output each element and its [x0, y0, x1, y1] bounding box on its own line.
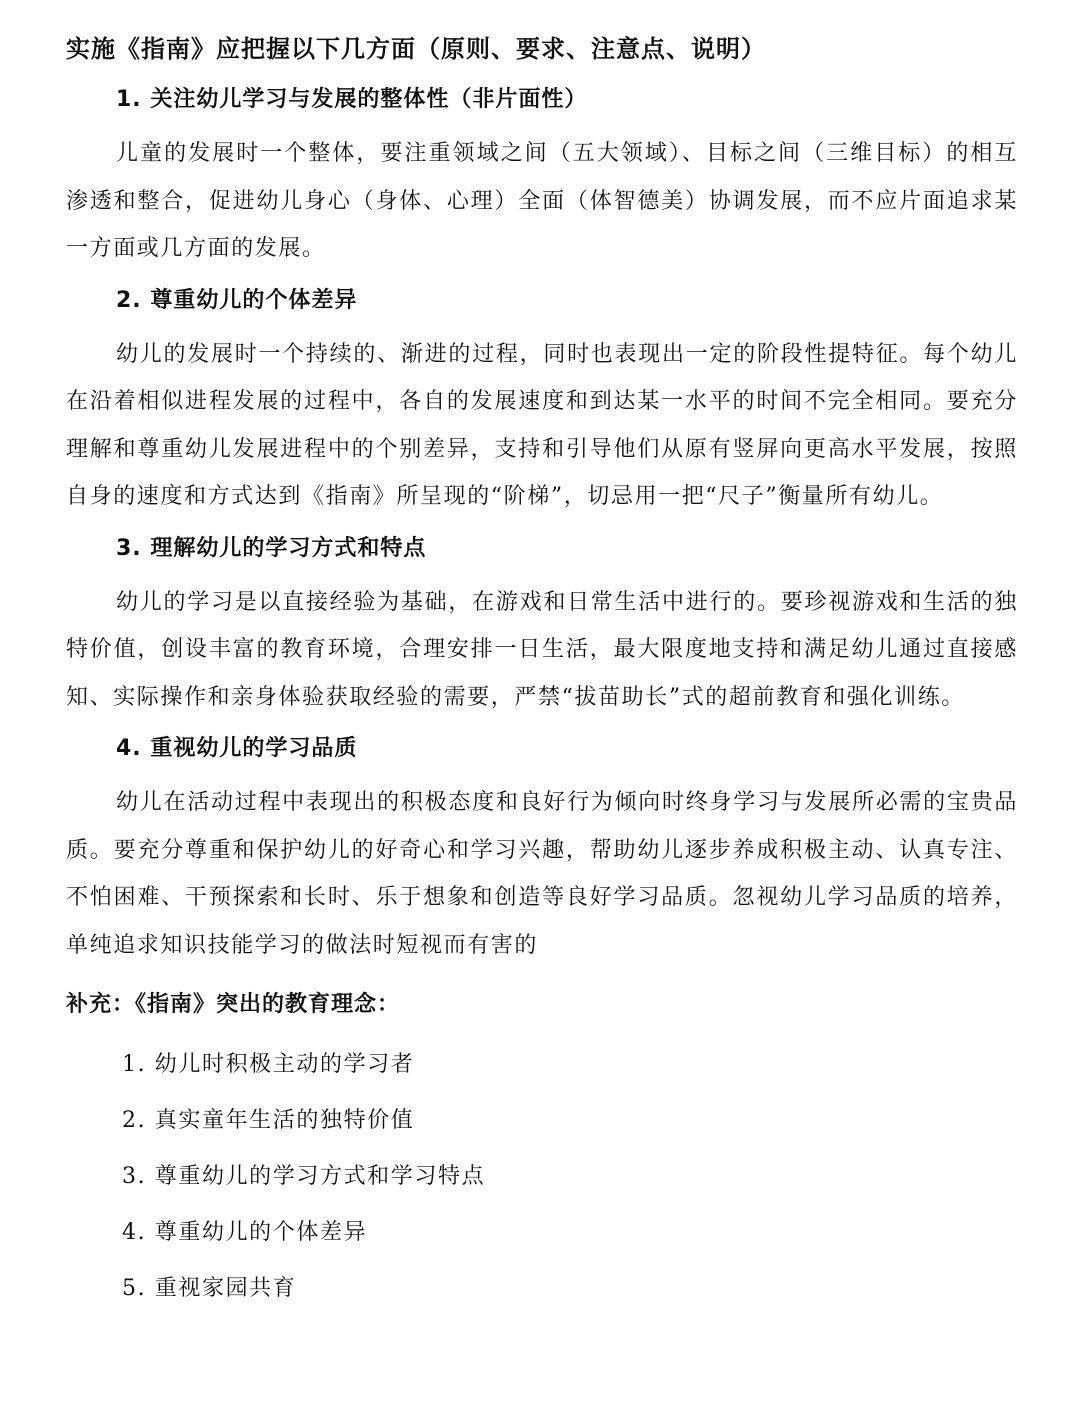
section-heading-4: 4. 重视幼儿的学习品质 — [116, 736, 358, 761]
supplement-item-5: 5. 重视家园共育 — [122, 1276, 297, 1301]
section-body-4: 幼儿在活动过程中表现出的积极态度和良好行为倾向时终身学习与发展所必需的宝贵品质。要充分尊重和保护幼儿的好奇心和学习兴趣，帮助幼儿逐步养成积极主动、认真专注、不怕困难、干预探索和长时、乐于想象和创造等良好学习品质。忽视幼儿学习品质的培养，单纯追求知识技能学习的做法时短视而有害的 — [66, 790, 1018, 958]
section-heading-1: 1. 关注幼儿学习与发展的整体性（非片面性） — [116, 87, 588, 112]
document-title: 实施《指南》应把握以下几方面（原则、要求、注意点、说明） — [66, 35, 766, 63]
section-body-1: 儿童的发展时一个整体，要注重领域之间（五大领域）、目标之间（三维目标）的相互渗透和整合，促进幼儿身心（身体、心理）全面（体智德美）协调发展，而不应片面追求某一方面或几方面的发展。 — [66, 141, 1018, 261]
section-heading-3: 3. 理解幼儿的学习方式和特点 — [116, 535, 427, 561]
section-body-2: 幼儿的发展时一个持续的、渐进的过程，同时也表现出一定的阶段性提特征。每个幼儿在沿着相似进程发展的过程中，各自的发展速度和到达某一水平的时间不完全相同。要充分理解和尊重幼儿发展进程中的个别差异，支持和引导他们从原有竖屏向更高水平发展，按照自身的速度和方式达到《指南》所呈现的“阶梯”，切忌用一把“尺子”衡量所有幼儿。 — [66, 341, 1018, 509]
section-body-3: 幼儿的学习是以直接经验为基础，在游戏和日常生活中进行的。要珍视游戏和生活的独特价值，创设丰富的教育环境，合理安排一日生活，最大限度地支持和满足幼儿通过直接感知、实际操作和亲身体验获取经验的需要，严禁“拔苗助长”式的超前教育和强化训练。 — [66, 589, 1018, 710]
supplement-item-3: 3. 尊重幼儿的学习方式和学习特点 — [122, 1164, 486, 1189]
supplement-title: 补充：《指南》突出的教育理念： — [66, 992, 401, 1017]
supplement-item-4: 4. 尊重幼儿的个体差异 — [122, 1220, 368, 1245]
section-heading-2: 2. 尊重幼儿的个体差异 — [116, 287, 358, 313]
supplement-list — [66, 1051, 1018, 1303]
supplement-item-2: 2. 真实童年生活的独特价值 — [122, 1108, 415, 1133]
supplement-item-1: 1. 幼儿时积极主动的学习者 — [122, 1052, 415, 1077]
